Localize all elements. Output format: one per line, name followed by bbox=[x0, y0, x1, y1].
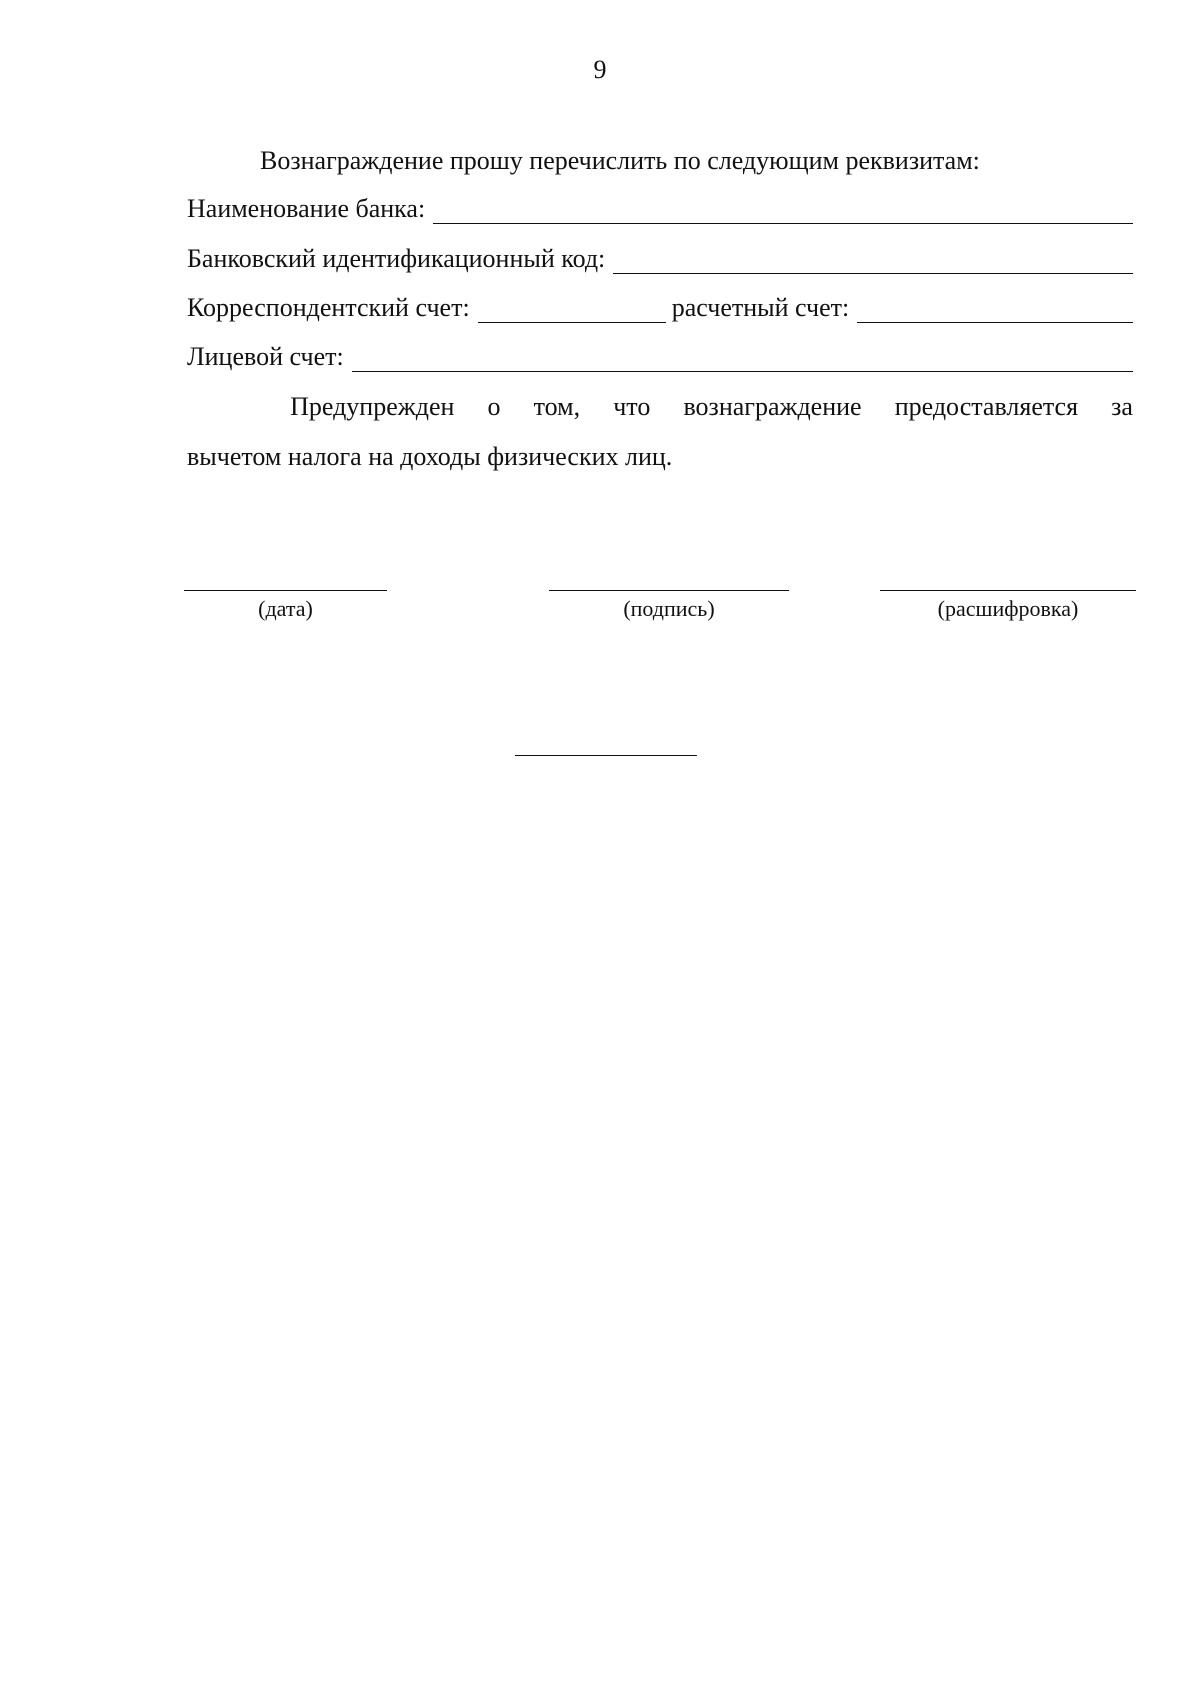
sign-signature-line[interactable] bbox=[549, 590, 789, 591]
page-number: 9 bbox=[593, 55, 607, 84]
date-signature-line[interactable] bbox=[184, 590, 387, 591]
decode-signature-line[interactable] bbox=[880, 590, 1136, 591]
bank-code-label: Банковский идентификационный код: bbox=[187, 244, 606, 273]
notice-word: вознаграждение bbox=[683, 392, 862, 421]
intro-text: Вознаграждение прошу перечислить по следующим реквизитам: bbox=[260, 146, 980, 175]
notice-word: предоставляется bbox=[894, 392, 1079, 421]
sign-caption: (подпись) bbox=[623, 596, 715, 621]
decode-caption: (расшифровка) bbox=[937, 596, 1079, 621]
accounts-row bbox=[187, 293, 1133, 323]
notice-word: за bbox=[1111, 392, 1133, 421]
notice-line-1 bbox=[187, 392, 1133, 422]
corr-account-label: Корреспондентский счет: bbox=[187, 293, 470, 322]
personal-account-blank[interactable] bbox=[352, 345, 1133, 372]
date-caption: (дата) bbox=[258, 596, 313, 621]
corr-account-blank[interactable] bbox=[478, 296, 666, 323]
notice-line-2: вычетом налога на доходы физических лиц. bbox=[187, 442, 673, 471]
bank-code-row bbox=[187, 244, 1133, 274]
notice-word: Предупрежден bbox=[290, 392, 455, 421]
bank-code-blank[interactable] bbox=[613, 247, 1133, 274]
bank-name-label: Наименование банка: bbox=[187, 194, 426, 223]
personal-account-row bbox=[187, 342, 1133, 372]
bank-name-row bbox=[187, 194, 1133, 224]
end-rule bbox=[515, 755, 697, 756]
bank-name-blank[interactable] bbox=[433, 197, 1133, 224]
notice-word: что bbox=[613, 392, 651, 421]
notice-word: том, bbox=[533, 392, 581, 421]
settlement-account-blank[interactable] bbox=[857, 296, 1133, 323]
personal-account-label: Лицевой счет: bbox=[187, 342, 344, 371]
settlement-account-label: расчетный счет: bbox=[671, 293, 850, 322]
notice-word: о bbox=[487, 392, 501, 421]
